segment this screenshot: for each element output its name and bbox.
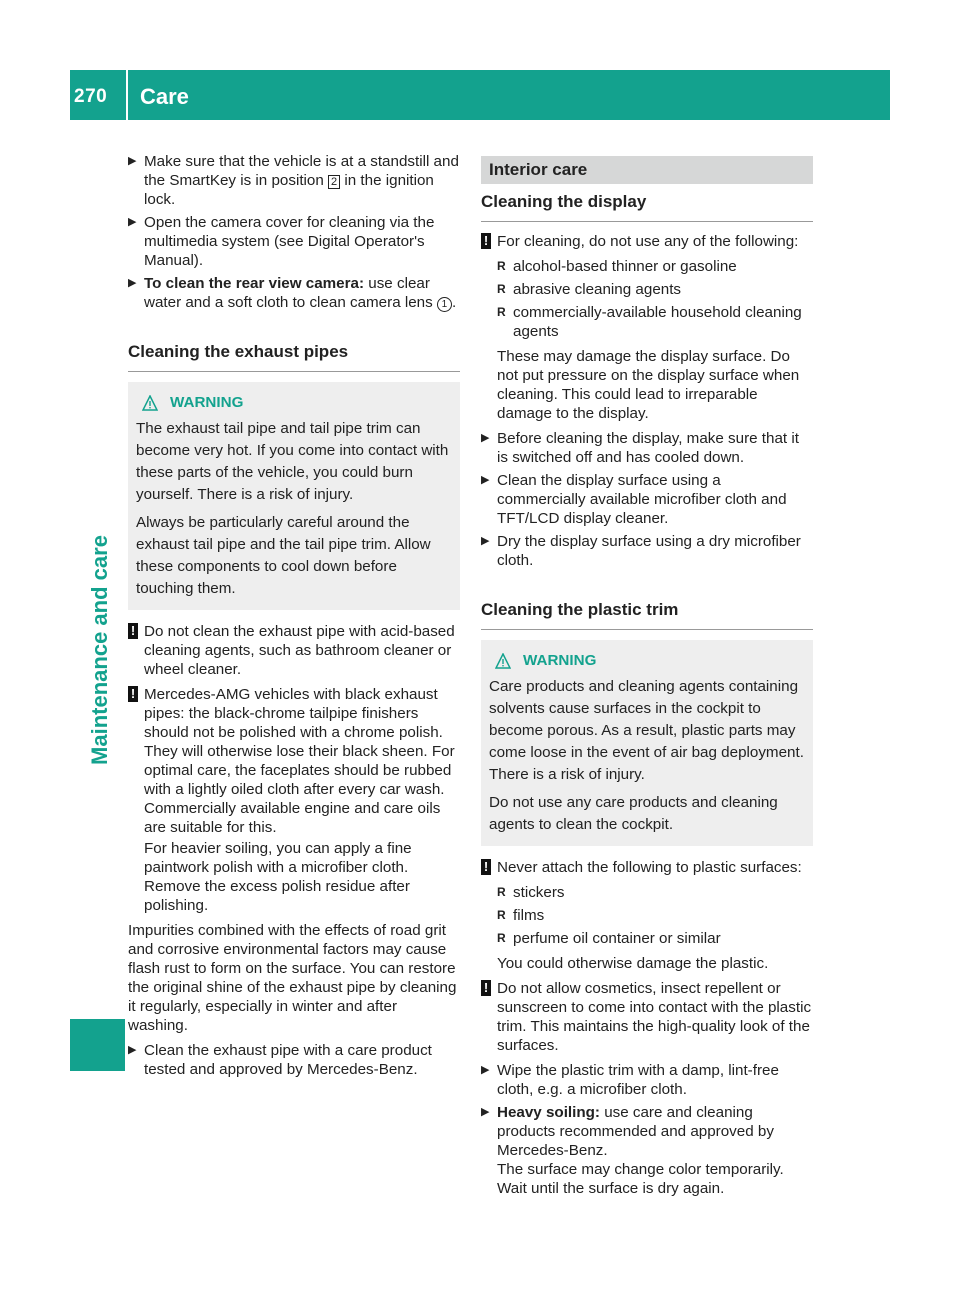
callout-marker: 1 <box>437 297 452 312</box>
step-text: Before cleaning the display, make sure that it is switched off and has cooled down. <box>497 430 799 466</box>
step-text: use clear water and a soft cloth to clean camera lens <box>144 275 437 311</box>
step-bold-label: Heavy soiling: <box>497 1104 600 1121</box>
step-bold-label: To clean the rear view camera: <box>144 275 365 292</box>
step-item <box>128 274 460 312</box>
list-item-text: perfume oil container or similar <box>513 930 721 947</box>
step-item <box>481 1103 813 1198</box>
plastic-bullet-list <box>481 883 813 948</box>
exclamation-icon: ! <box>481 859 491 875</box>
list-item <box>497 929 813 948</box>
step-text: The surface may change color temporarily. <box>497 1161 784 1178</box>
notice-text: Do not allow cosmetics, insect repellent or sunscreen to come into contact with the plastic trim. This maintains the high-quality look of the surfaces. <box>497 980 812 1054</box>
notice-item <box>128 622 460 679</box>
right-column <box>481 152 813 1202</box>
heading-display: Cleaning the display <box>481 192 813 222</box>
notice-text: For cleaning, do not use any of the following: <box>497 233 799 250</box>
chapter-title: Care <box>140 84 189 109</box>
list-item-text: abrasive cleaning agents <box>513 281 682 298</box>
step-text: in the ignition lock. <box>144 172 434 208</box>
warning-box <box>481 640 813 846</box>
step-item <box>481 532 813 570</box>
step-arrow-icon: ▶ <box>128 155 137 167</box>
step-arrow-icon: ▶ <box>128 216 137 228</box>
notice-item <box>128 685 460 915</box>
list-item <box>497 303 813 341</box>
bullet-icon: R <box>497 931 506 945</box>
step-text: Open the camera cover for cleaning via the multimedia system (see Digital Operator's Manual). <box>144 214 435 269</box>
side-tab-label: Maintenance and care <box>87 535 112 765</box>
step-arrow-icon: ▶ <box>481 432 490 444</box>
warning-text: Do not use any care products and cleaning agents to clean the cockpit. <box>489 794 778 833</box>
notice-item <box>481 858 813 877</box>
heading-plastic: Cleaning the plastic trim <box>481 600 813 630</box>
step-text: Clean the display surface using a commercially available microfiber cloth and TFT/LCD display cleaner. <box>497 472 787 527</box>
display-bullet-list <box>481 257 813 341</box>
exclamation-icon: ! <box>481 233 491 249</box>
list-item <box>497 883 813 902</box>
step-text: Wipe the plastic trim with a damp, lint-free cloth, e.g. a microfiber cloth. <box>497 1062 779 1098</box>
section-title: Interior care <box>481 156 813 184</box>
warning-text: Always be particularly careful around the exhaust tail pipe and the tail pipe trim. Allow these components to cool down before touching them. <box>136 514 431 597</box>
bullet-icon: R <box>497 305 506 319</box>
step-arrow-icon: ▶ <box>481 1064 490 1076</box>
step-text: Dry the display surface using a dry microfiber cloth. <box>497 533 801 569</box>
bullet-icon: R <box>497 282 506 296</box>
step-item <box>128 152 460 209</box>
page-number: 270 <box>74 86 108 107</box>
step-item <box>128 213 460 270</box>
step-arrow-icon: ▶ <box>481 535 490 547</box>
bullet-icon: R <box>497 908 506 922</box>
step-arrow-icon: ▶ <box>128 277 137 289</box>
left-column <box>128 152 460 1083</box>
step-item <box>128 1041 460 1079</box>
bullet-icon: R <box>497 885 506 899</box>
notice-item <box>481 979 813 1055</box>
list-item-text: films <box>513 907 545 924</box>
side-tab-marker <box>70 1019 125 1071</box>
step-text: use care and cleaning products recommended and approved by Mercedes-Benz. <box>497 1104 774 1159</box>
step-text: Make sure that the vehicle is at a standstill and the SmartKey is in position <box>144 153 459 189</box>
side-tab <box>80 500 120 800</box>
list-item-text: commercially-available household cleaning agents <box>513 304 802 340</box>
list-item-text: stickers <box>513 884 565 901</box>
body-paragraph: Impurities combined with the effects of road grit and corrosive environmental factors may cause flash rust to form on the surface. You can restore the original shine of the exhaust pipe by cleaning it regularly, especially in winter and after washing. <box>128 922 457 1034</box>
list-item-text: alcohol-based thinner or gasoline <box>513 258 737 275</box>
list-item <box>497 280 813 299</box>
bullet-icon: R <box>497 259 506 273</box>
exclamation-icon: ! <box>481 980 491 996</box>
warning-label: WARNING <box>523 652 597 669</box>
notice-item <box>481 232 813 251</box>
list-item <box>497 257 813 276</box>
body-paragraph: These may damage the display surface. Do not put pressure on the display surface when cleaning. This could lead to irreparable damage to the display. <box>497 348 800 422</box>
step-item <box>481 429 813 467</box>
step-text: Clean the exhaust pipe with a care product tested and approved by Mercedes-Benz. <box>144 1042 432 1078</box>
step-item <box>481 1061 813 1099</box>
exclamation-icon: ! <box>128 686 138 702</box>
step-item <box>481 471 813 528</box>
step-text: . <box>451 294 457 311</box>
notice-text: Do not clean the exhaust pipe with acid-based cleaning agents, such as bathroom cleaner or wheel cleaner. <box>144 623 455 678</box>
warning-box <box>128 382 460 610</box>
step-arrow-icon: ▶ <box>128 1044 137 1056</box>
warning-triangle-icon <box>142 395 158 411</box>
heading-exhaust: Cleaning the exhaust pipes <box>128 342 460 372</box>
header-divider <box>126 70 128 120</box>
warning-label: WARNING <box>170 394 244 411</box>
list-item <box>497 906 813 925</box>
notice-text: Mercedes-AMG vehicles with black exhaust pipes: the black-chrome tailpipe finishers should not be polished with a chrome polish. They will otherwise lose their black sheen. For optimal care, the faceplates should be rubbed with a lightly oiled cloth after every car wash. Commercially available engine and care oils are suitable for this. <box>144 686 455 836</box>
notice-text: Never attach the following to plastic surfaces: <box>497 859 802 876</box>
step-text: Wait until the surface is dry again. <box>497 1180 725 1197</box>
notice-text: For heavier soiling, you can apply a fine paintwork polish with a microfiber cloth. Remove the excess polish residue after polishing. <box>144 840 412 914</box>
warning-text: The exhaust tail pipe and tail pipe trim can become very hot. If you come into contact with these parts of the vehicle, you could burn yourself. There is a risk of injury. <box>136 420 449 503</box>
body-paragraph: You could otherwise damage the plastic. <box>497 955 769 972</box>
warning-text: Care products and cleaning agents containing solvents cause surfaces in the cockpit to become porous. As a result, plastic parts may come loose in the event of air bag deployment. There is a risk of injury. <box>489 678 804 783</box>
header-bar <box>70 70 890 120</box>
key-position-marker: 2 <box>328 175 340 189</box>
step-arrow-icon: ▶ <box>481 474 490 486</box>
warning-title <box>489 650 805 672</box>
step-arrow-icon: ▶ <box>481 1106 490 1118</box>
exclamation-icon: ! <box>128 623 138 639</box>
warning-title <box>136 392 452 414</box>
warning-triangle-icon <box>495 653 511 669</box>
